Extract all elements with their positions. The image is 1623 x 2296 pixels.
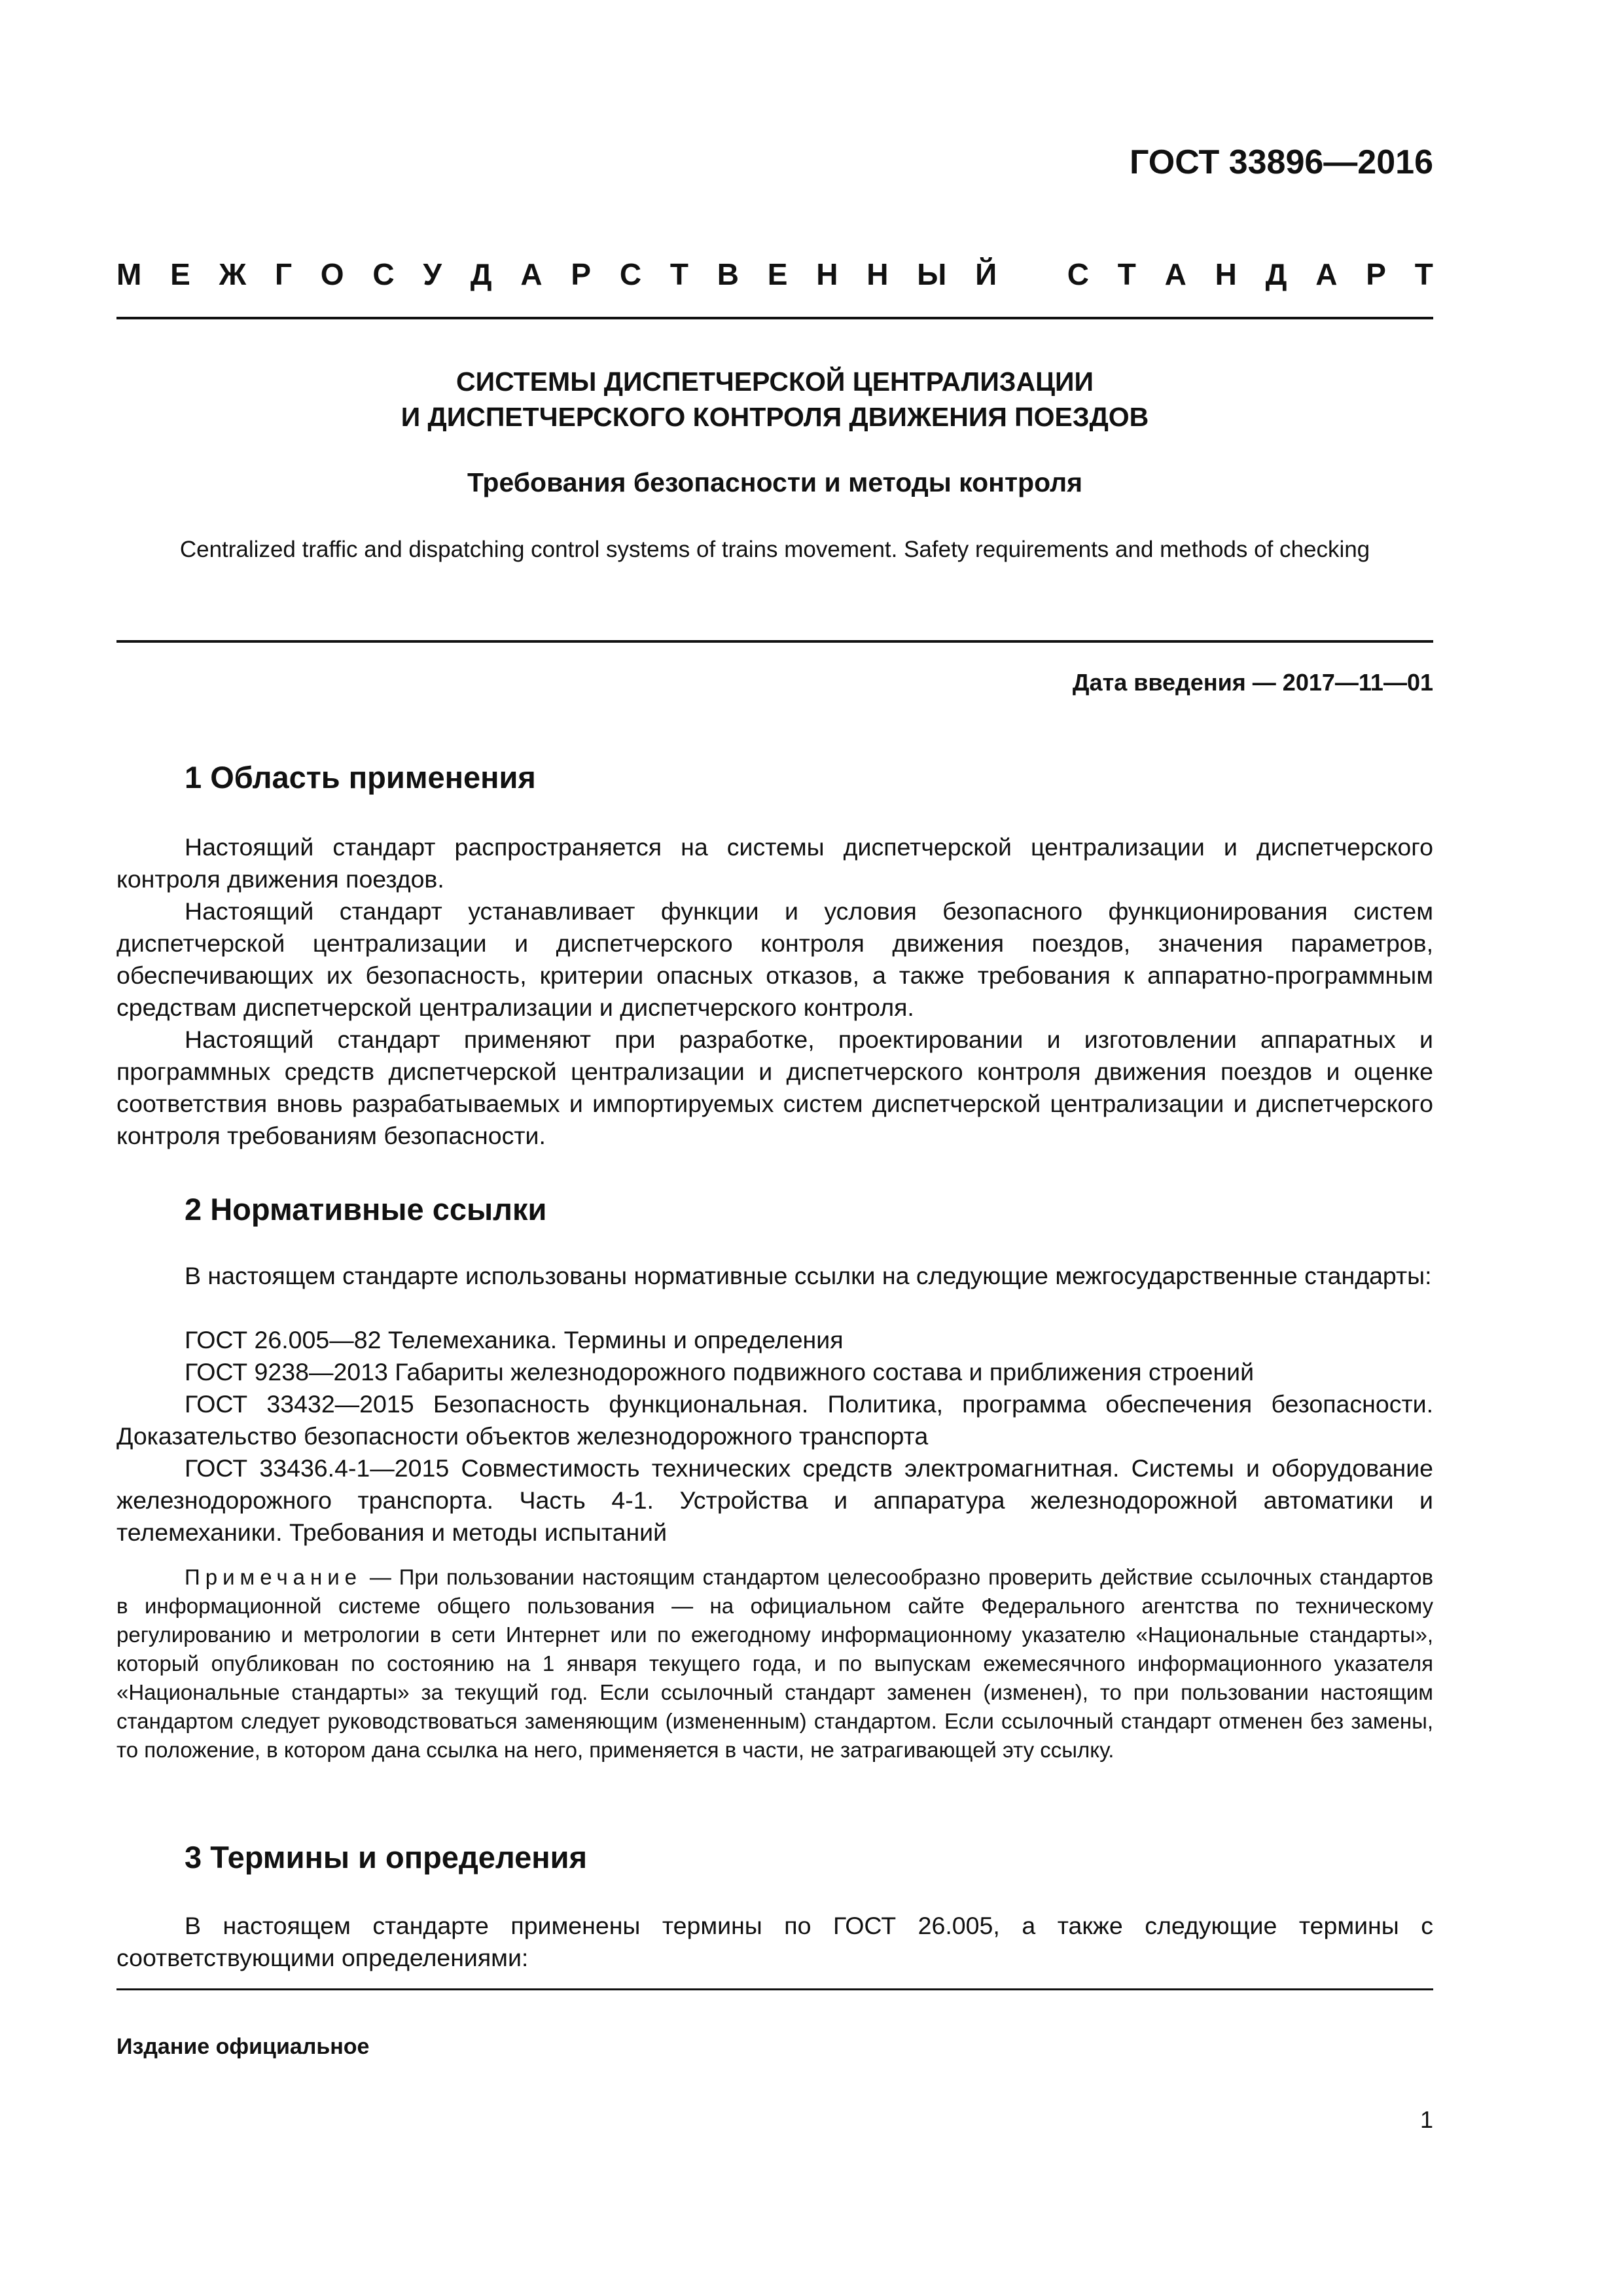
- references-note: [116, 1563, 1433, 1765]
- banner-letter: Д: [470, 257, 492, 291]
- standard-number: ГОСТ 33896—2016: [1130, 143, 1433, 181]
- scope-paragraph-2: Настоящий стандарт устанавливает функции и условия безопасного функционирования систем диспетчерской централизации и диспетчерского контроля движения поездов, значения параметров, обеспечивающих их безопасность, критерии опасных отказов, а также требования к аппаратно-программным средствам диспетчерской централизации и диспетчерского контроля.: [116, 897, 1433, 1021]
- note-label: Примечание: [185, 1565, 363, 1589]
- scope-paragraph-1: Настоящий стандарт распространяется на системы диспетчерской централизации и диспетчерского контроля движения поездов.: [116, 833, 1433, 893]
- banner-letter: С: [619, 257, 642, 291]
- banner-letter: О: [320, 257, 344, 291]
- document-title-line-2: И ДИСПЕТЧЕРСКОГО КОНТРОЛЯ ДВИЖЕНИЯ ПОЕЗДОВ: [401, 402, 1149, 432]
- banner-letter: Н: [866, 257, 889, 291]
- banner-letter: Ж: [219, 257, 247, 291]
- banner-letter: Т: [669, 257, 688, 291]
- reference-item: ГОСТ 26.005—82 Телемеханика. Термины и определения: [185, 1326, 844, 1354]
- section-heading-scope: 1 Область применения: [185, 760, 536, 795]
- header-divider: [116, 317, 1433, 319]
- section-heading-normative-references: 2 Нормативные ссылки: [185, 1192, 547, 1227]
- reference-item: ГОСТ 33432—2015 Безопасность функциональная. Политика, программа обеспечения безопасности. Доказательство безопасности объектов железнодорожного транспорта: [116, 1390, 1433, 1450]
- page-number: 1: [1419, 2106, 1433, 2133]
- banner-letter: М: [116, 257, 142, 291]
- note-text: — При пользовании настоящим стандартом целесообразно проверить действие ссылочных стандартов в информационной системе общего пользования — на официальном сайте Федерального агентства по техническому регулированию и метрологии в сети Интернет или по ежегодному информационному указателю «Национальные стандарты», который опубликован по состоянию на 1 января текущего года, и по выпускам ежемесячного информационного указателя «Национальные стандарты» за текущий год. Если ссылочный стандарт заменен (изменен), то при пользовании настоящим стандартом следует руководствоваться заменяющим (измененным) стандартом. Если ссылочный стандарт отменен без замены, то положение, в котором дана ссылка на него, применяется в части, не затрагивающей эту ссылку.: [116, 1565, 1433, 1762]
- banner-letter: В: [717, 257, 739, 291]
- references-intro: В настоящем стандарте использованы нормативные ссылки на следующие межгосударственные стандарты:: [185, 1262, 1432, 1289]
- banner-letter: Е: [170, 257, 190, 291]
- banner-letter: Г: [274, 257, 293, 291]
- banner-letter: Е: [767, 257, 788, 291]
- section-heading-terms: 3 Термины и определения: [185, 1840, 587, 1874]
- document-subtitle: Требования безопасности и методы контроля: [467, 467, 1083, 497]
- banner-letter: Н: [1215, 257, 1237, 291]
- title-divider: [116, 640, 1433, 643]
- banner-letter: Р: [571, 257, 592, 291]
- banner-letter: С: [1067, 257, 1089, 291]
- banner-letter: А: [1315, 257, 1338, 291]
- standard-type-banner: [116, 257, 1433, 292]
- footer-divider: [116, 1988, 1433, 1990]
- reference-item: ГОСТ 33436.4-1—2015 Совместимость технических средств электромагнитная. Системы и оборудование железнодорожного транспорта. Часть 4-1. Устройства и аппаратура железнодорожной автоматики и телемеханики. Требования и методы испытаний: [116, 1454, 1433, 1546]
- banner-letter: Д: [1265, 257, 1287, 291]
- scope-paragraph-3: Настоящий стандарт применяют при разработке, проектировании и изготовлении аппаратных и программных средств диспетчерской централизации и диспетчерского контроля движения поездов и оценке соответствия вновь разрабатываемых и импортируемых систем диспетчерской централизации и диспетчерского контроля требованиям безопасности.: [116, 1026, 1433, 1149]
- banner-letter: Т: [1117, 257, 1136, 291]
- banner-letter: Р: [1366, 257, 1386, 291]
- banner-letter: Т: [1414, 257, 1433, 291]
- banner-letter: А: [520, 257, 543, 291]
- introduction-date: Дата введения — 2017—11—01: [1072, 669, 1433, 696]
- banner-letter: Й: [975, 257, 997, 291]
- official-edition-label: Издание официальное: [116, 2034, 370, 2059]
- reference-item: ГОСТ 9238—2013 Габариты железнодорожного подвижного состава и приближения строений: [185, 1358, 1255, 1386]
- english-title: Centralized traffic and dispatching control systems of trains movement. Safety requirements and methods of checking: [179, 537, 1370, 562]
- banner-gap: [1026, 257, 1039, 292]
- banner-letter: Н: [816, 257, 838, 291]
- banner-letter: У: [423, 257, 442, 291]
- banner-letter: Ы: [917, 257, 947, 291]
- banner-letter: С: [372, 257, 395, 291]
- terms-intro: В настоящем стандарте применены термины по ГОСТ 26.005, а также следующие термины с соответствующими определениями:: [116, 1912, 1433, 1971]
- document-title-line-1: СИСТЕМЫ ДИСПЕТЧЕРСКОЙ ЦЕНТРАЛИЗАЦИИ: [456, 367, 1094, 397]
- banner-letter: А: [1164, 257, 1186, 291]
